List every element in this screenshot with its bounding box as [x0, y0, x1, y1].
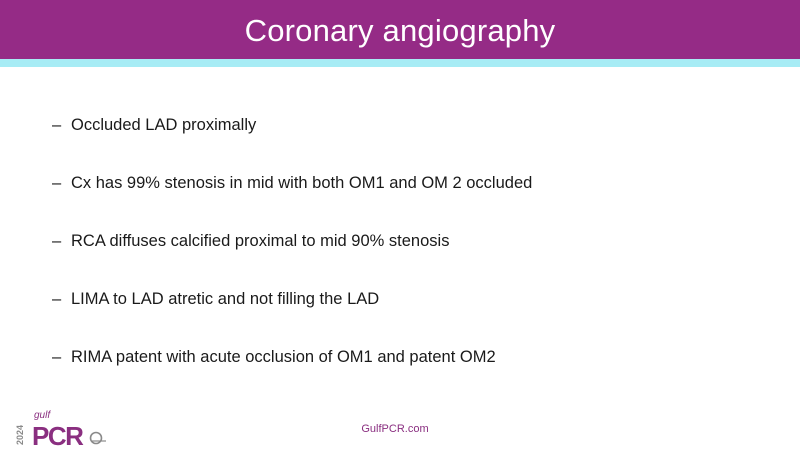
dash-bullet-icon: – [52, 348, 62, 366]
bullet-list [52, 113, 532, 403]
logo-brand-small: gulf [34, 410, 51, 421]
dash-bullet-icon: – [52, 290, 62, 308]
logo-year: 2024 [15, 424, 25, 445]
logo-brand-main: PCR [32, 421, 83, 447]
bullet-text: LIMA to LAD atretic and not filling the LAD [71, 290, 380, 308]
bullet-text: Occluded LAD proximally [71, 116, 257, 134]
dash-bullet-icon: – [52, 174, 62, 192]
bullet-text: Cx has 99% stenosis in mid with both OM1 and OM 2 occluded [71, 174, 533, 192]
footer-url: GulfPCR.com [361, 423, 429, 435]
bullet-text: RCA diffuses calcified proximal to mid 90% stenosis [71, 232, 450, 250]
bullet-text: RIMA patent with acute occlusion of OM1 and patent OM2 [71, 348, 496, 366]
dash-bullet-icon: – [52, 116, 62, 134]
title-bar [0, 0, 800, 59]
title-accent-divider [0, 59, 800, 67]
slide-title: Coronary angiography [244, 12, 556, 48]
bullet-item [52, 113, 532, 171]
bullet-item [52, 171, 532, 229]
dash-bullet-icon: – [52, 232, 62, 250]
bullet-item [52, 345, 532, 403]
bullet-item [52, 229, 532, 287]
bullet-item [52, 287, 532, 345]
